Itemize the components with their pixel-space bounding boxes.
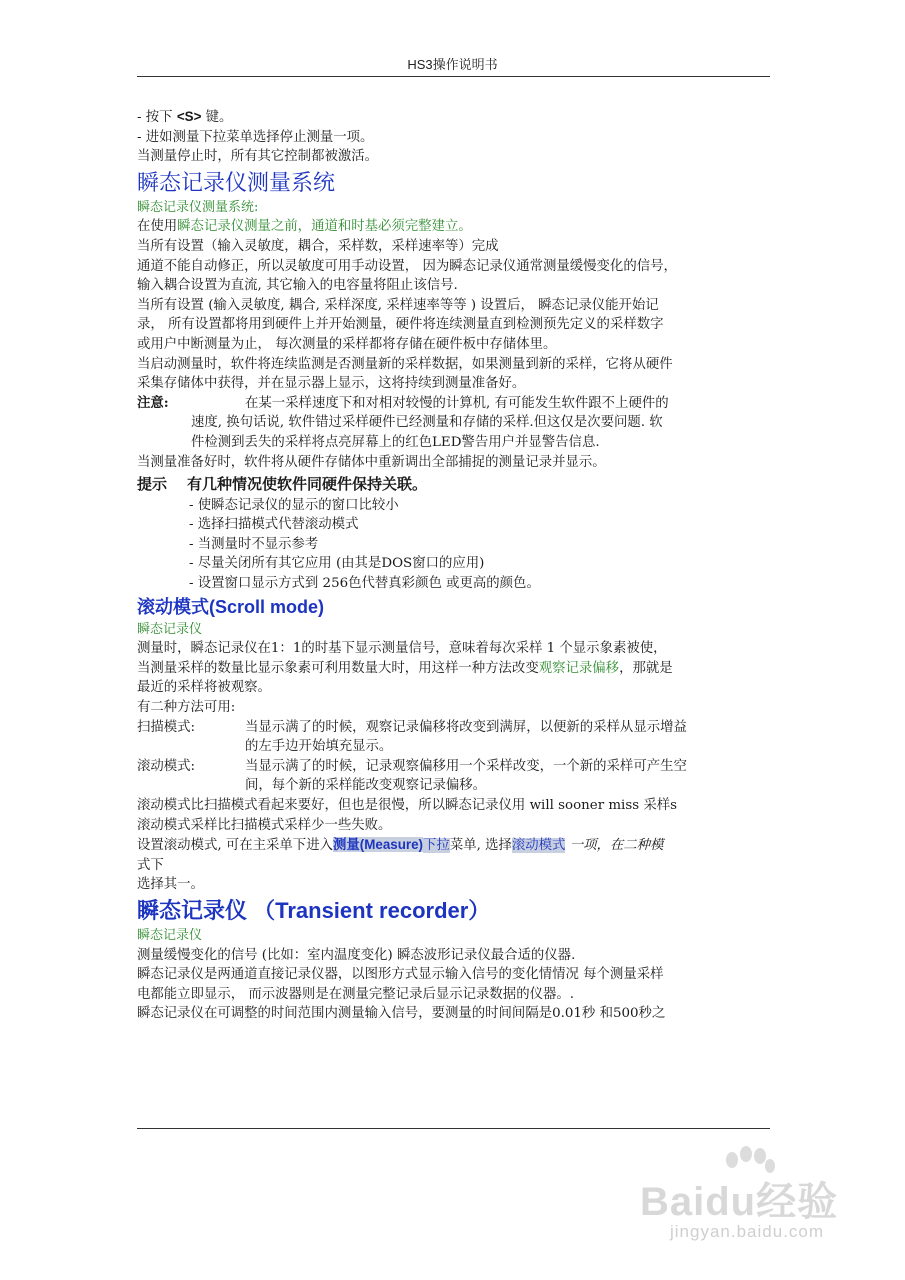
paragraph-line	[137, 217, 777, 237]
text: 在使用	[137, 219, 178, 235]
text: 键。	[201, 110, 233, 125]
paragraph-line: 测量缓慢变化的信号 (比如：室内温度变化) 瞬态波形记录仪最合适的仪器.	[137, 947, 576, 963]
paragraph-line	[137, 835, 777, 856]
menu-reference-dropdown: 下拉	[423, 838, 450, 854]
note-line	[137, 394, 777, 414]
paragraph-line: 或用户中断测量为止， 每次测量的采样都将存储在硬件板中存储体里。	[137, 336, 557, 352]
footer-rule	[137, 1128, 770, 1129]
mode-line	[137, 757, 777, 777]
paragraph-line: 当启动测量时，软件将连续监测是否测量新的采样数据，如果测量到新的采样，它将从硬件	[137, 356, 673, 372]
paragraph-line: 有二种方法可用:	[137, 700, 236, 716]
mode-line: 的左手边开始填充显示。	[245, 739, 393, 755]
section-heading-transient-recorder	[137, 896, 777, 926]
paragraph-line: 滚动模式比扫描模式看起来要好，但也是很慢，所以瞬态记录仪用 will sooner miss 采样s	[137, 798, 677, 813]
page-header-title: HS3操作说明书	[407, 57, 498, 72]
paragraph-line	[137, 659, 777, 679]
mode-line	[137, 718, 777, 738]
tip-item: - 当测量时不显示参考	[189, 536, 319, 552]
watermark-brand: Baidu经验	[640, 1180, 839, 1224]
section-heading-scroll-mode: 滚动模式(Scroll mode)	[137, 596, 325, 617]
text: - 按下	[137, 110, 177, 125]
text: 菜单, 选择	[449, 838, 512, 854]
tip-item: - 尽量关闭所有其它应用 (由其是DOS窗口的应用)	[189, 556, 485, 572]
text: 一项，	[565, 838, 610, 854]
section-heading-transient-measurement: 瞬态记录仪测量系统	[137, 169, 336, 195]
highlight-text: 观察记录偏移	[538, 660, 620, 676]
paragraph-line: 输入耦合设置为直流, 其它输入的电容量将阻止该信号.	[137, 278, 458, 294]
paragraph-line: 电都能立即显示， 而示波器则是在测量完整记录后显示记录数据的仪器。.	[137, 986, 575, 1002]
mode-text: 当显示满了的时候，记录观察偏移用一个采样改变，一个新的采样可产生空	[245, 758, 687, 774]
paragraph-line: 测量时，瞬态记录仪在1：1的时基下显示测量信号，意味着每次采样 1 个显示象素被使，	[137, 641, 667, 657]
paragraph-line: 当测量停止时，所有其它控制都被激活。	[137, 149, 379, 165]
step-line: - 进如测量下拉菜单选择停止测量一项。	[137, 129, 374, 145]
paragraph-line: 瞬态记录仪是两通道直接记录仪器，以图形方式显示输入信号的变化情情况 每个测量采样	[137, 967, 664, 983]
mode-text: 当显示满了的时候，观察记录偏移将改变到满屏，以便新的采样从显示增益	[245, 719, 687, 735]
menu-reference-measure: 测量(Measure)	[332, 837, 424, 853]
tip-heading	[137, 475, 777, 496]
heading-text: 瞬态记录仪 （Transient recorder）	[137, 897, 491, 923]
highlight-text: 瞬态记录仪测量之前，通道和时基必须完整建立。	[177, 219, 472, 235]
text: 设置滚动模式, 可在主采单下进入	[137, 838, 333, 854]
baidu-watermark	[640, 1160, 880, 1260]
text: 在二种模	[609, 838, 664, 854]
document-body	[137, 107, 777, 1024]
paragraph-line: 通道不能自动修正，所以灵敏度可用手动设置， 因为瞬态记录仪通常测量缓慢变化的信号，	[137, 258, 677, 274]
paragraph-line: 当所有设置（输入灵敏度，耦合，采样数，采样速率等）完成	[137, 238, 499, 254]
step-line	[137, 107, 777, 128]
note-line: 件检测到丢失的采样将点亮屏幕上的红色LED警告用户并显警告信息.	[191, 434, 600, 450]
paragraph-line: 当所有设置 (输入灵敏度, 耦合, 采样深度, 采样速率等等 ) 设置后， 瞬态记录仪能开始记	[137, 297, 659, 313]
tip-heading-text: 有几种情况使软件同硬件保持关联。	[187, 475, 428, 494]
watermark-url: jingyan.baidu.com	[670, 1222, 825, 1241]
header-rule	[137, 76, 770, 77]
tip-item: - 设置窗口显示方式到 256色代替真彩颜色 或更高的颜色。	[189, 576, 540, 592]
section-subtitle: 瞬态记录仪	[137, 927, 203, 943]
section-subtitle: 瞬态记录仪	[137, 621, 203, 637]
text: 当测量采样的数量比显示象素可利用数量大时，用这样一种方法改变	[137, 660, 539, 676]
note-line: 速度, 换句话说, 软件错过采样硬件已经测量和存储的采样.但这仅是次要问题. 软	[191, 415, 663, 431]
note-text: 在某一采样速度下和对相对较慢的计算机, 有可能发生软件跟不上硬件的	[245, 395, 669, 411]
paragraph-line: 采集存储体中获得，并在显示器上显示，这将持续到测量准备好。	[137, 376, 526, 392]
tip-label: 提示	[137, 475, 168, 494]
paragraph-line: 瞬态记录仪在可调整的时间范围内测量输入信号，要测量的时间间隔是0.01秒 和500秒之	[137, 1006, 666, 1022]
mode-label: 扫描模式:	[137, 719, 196, 735]
paragraph-line: 最近的采样将被观察。	[137, 680, 271, 696]
tip-item: - 选择扫描模式代替滚动模式	[189, 517, 359, 533]
tip-item: - 使瞬态记录仪的显示的窗口比较小	[189, 497, 399, 513]
paragraph-line: 滚动模式采样比扫描模式采样少一些失败。	[137, 817, 392, 833]
paragraph-line: 当测量准备好时，软件将从硬件存储体中重新调出全部捕捉的测量记录并显示。	[137, 454, 606, 470]
section-subtitle: 瞬态记录仪测量系统:	[137, 199, 259, 215]
mode-label: 滚动模式:	[137, 758, 196, 774]
menu-reference-scroll-mode: 滚动模式	[511, 838, 566, 854]
mode-line: 间，每个新的采样能改变观察记录偏移。	[245, 778, 487, 794]
text: ，那就是	[619, 660, 673, 676]
paragraph-line: 选择其一。	[137, 877, 204, 893]
paragraph-line: 式下	[137, 857, 164, 873]
note-label: 注意:	[137, 394, 169, 411]
paragraph-line: 录， 所有设置都将用到硬件上并开始测量，硬件将连续测量直到检测预先定义的采样数字	[137, 317, 664, 333]
key-label: <S>	[176, 109, 202, 124]
